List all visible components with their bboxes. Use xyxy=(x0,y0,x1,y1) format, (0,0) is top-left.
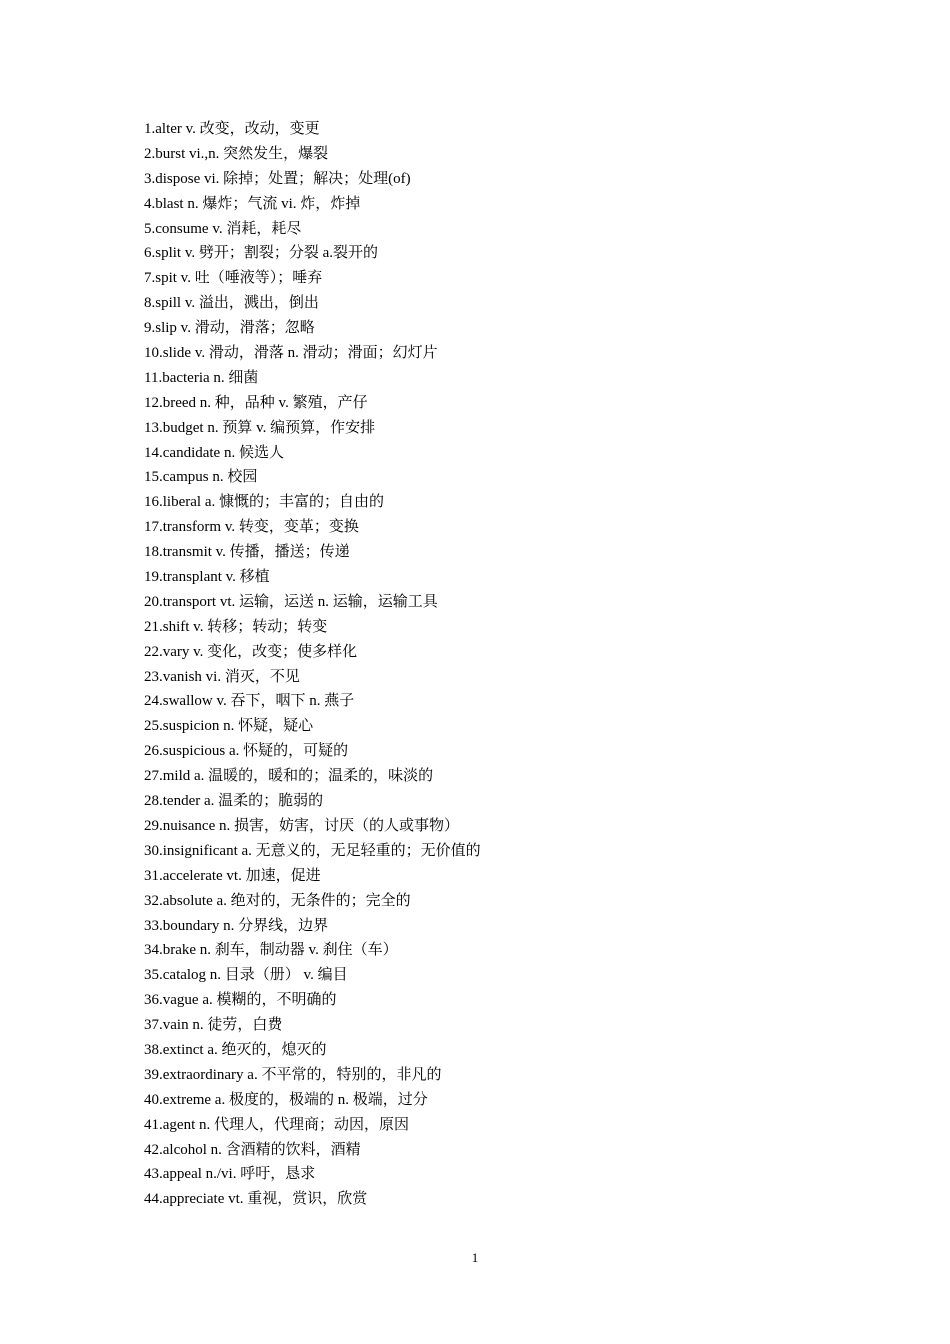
vocabulary-entry: 29.nuisance n. 损害，妨害，讨厌（的人或事物） xyxy=(144,817,459,834)
vocabulary-entry: 26.suspicious a. 怀疑的，可疑的 xyxy=(144,743,349,760)
vocabulary-entry: 20.transport vt. 运输，运送 n. 运输，运输工具 xyxy=(144,593,438,610)
page-number: 1 xyxy=(471,1250,479,1265)
vocabulary-entry: 16.liberal a. 慷慨的；丰富的；自由的 xyxy=(144,494,384,511)
vocabulary-list xyxy=(144,117,481,1212)
vocabulary-entry: 25.suspicion n. 怀疑，疑心 xyxy=(144,718,314,735)
vocabulary-entry: 22.vary v. 变化，改变；使多样化 xyxy=(144,643,358,660)
vocabulary-entry: 18.transmit v. 传播，播送；传递 xyxy=(144,544,350,561)
vocabulary-entry: 3.dispose vi. 除掉；处置；解决；处理(of) xyxy=(144,170,411,187)
vocabulary-entry: 14.candidate n. 候选人 xyxy=(144,444,284,461)
vocabulary-entry: 27.mild a. 温暖的，暖和的；温柔的，味淡的 xyxy=(144,768,434,785)
vocabulary-entry: 11.bacteria n. 细菌 xyxy=(144,369,259,386)
vocabulary-entry: 41.agent n. 代理人，代理商；动因，原因 xyxy=(144,1116,409,1133)
vocabulary-entry: 30.insignificant a. 无意义的，无足轻重的；无价值的 xyxy=(144,842,481,859)
vocabulary-entry: 7.spit v. 吐（唾液等）；唾弃 xyxy=(144,270,323,287)
vocabulary-entry: 8.spill v. 溢出，溅出，倒出 xyxy=(144,295,319,312)
vocabulary-entry: 31.accelerate vt. 加速，促进 xyxy=(144,867,321,884)
vocabulary-entry: 43.appeal n./vi. 呼吁，恳求 xyxy=(144,1166,316,1183)
vocabulary-entry: 42.alcohol n. 含酒精的饮料，酒精 xyxy=(144,1141,361,1158)
vocabulary-entry: 33.boundary n. 分界线，边界 xyxy=(144,917,329,934)
vocabulary-entry: 23.vanish vi. 消灭，不见 xyxy=(144,668,300,685)
vocabulary-entry: 40.extreme a. 极度的，极端的 n. 极端，过分 xyxy=(144,1091,428,1108)
vocabulary-entry: 37.vain n. 徒劳，白费 xyxy=(144,1017,283,1034)
vocabulary-entry: 35.catalog n. 目录（册） v. 编目 xyxy=(144,967,348,984)
vocabulary-entry: 28.tender a. 温柔的；脆弱的 xyxy=(144,793,324,810)
vocabulary-entry: 39.extraordinary a. 不平常的，特别的，非凡的 xyxy=(144,1066,442,1083)
vocabulary-entry: 12.breed n. 种，品种 v. 繁殖，产仔 xyxy=(144,394,368,411)
vocabulary-entry: 4.blast n. 爆炸；气流 vi. 炸，炸掉 xyxy=(144,195,361,212)
vocabulary-entry: 21.shift v. 转移；转动；转变 xyxy=(144,618,328,635)
vocabulary-entry: 2.burst vi.,n. 突然发生，爆裂 xyxy=(144,145,329,162)
vocabulary-entry: 5.consume v. 消耗，耗尽 xyxy=(144,220,302,237)
vocabulary-entry: 17.transform v. 转变，变革；变换 xyxy=(144,519,359,536)
vocabulary-entry: 44.appreciate vt. 重视，赏识，欣赏 xyxy=(144,1191,368,1208)
vocabulary-entry: 32.absolute a. 绝对的，无条件的；完全的 xyxy=(144,892,411,909)
vocabulary-entry: 19.transplant v. 移植 xyxy=(144,569,270,586)
vocabulary-entry: 13.budget n. 预算 v. 编预算，作安排 xyxy=(144,419,376,436)
vocabulary-entry: 38.extinct a. 绝灭的，熄灭的 xyxy=(144,1041,327,1058)
vocabulary-entry: 6.split v. 劈开；割裂；分裂 a.裂开的 xyxy=(144,245,379,262)
vocabulary-entry: 10.slide v. 滑动，滑落 n. 滑动；滑面；幻灯片 xyxy=(144,345,438,362)
vocabulary-entry: 24.swallow v. 吞下，咽下 n. 燕子 xyxy=(144,693,355,710)
vocabulary-entry: 9.slip v. 滑动，滑落；忽略 xyxy=(144,320,315,337)
vocabulary-entry: 36.vague a. 模糊的，不明确的 xyxy=(144,992,337,1009)
vocabulary-entry: 1.alter v. 改变，改动，变更 xyxy=(144,121,320,137)
vocabulary-entry: 15.campus n. 校园 xyxy=(144,469,258,486)
vocabulary-entry: 34.brake n. 刹车，制动器 v. 刹住（车） xyxy=(144,942,398,959)
